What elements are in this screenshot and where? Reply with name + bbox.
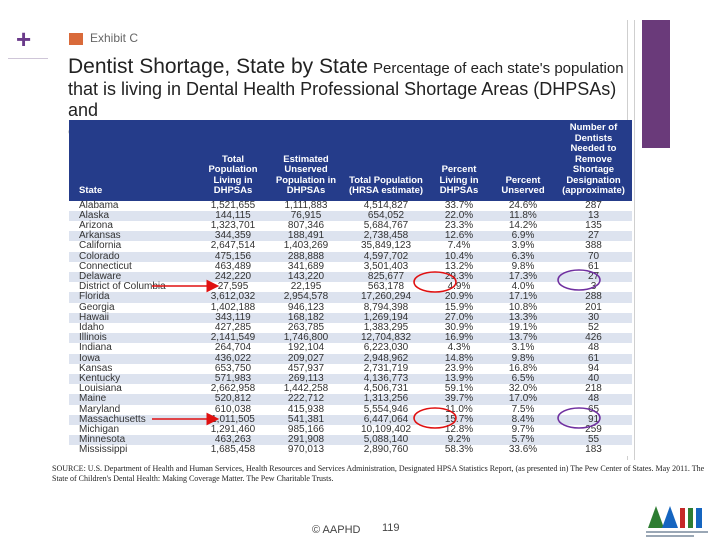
cell-total-pop: 5,554,946 xyxy=(363,403,409,415)
cell-total-pop-dhpsa: 610,038 xyxy=(214,403,252,415)
cell-percent-living: 27.0% xyxy=(444,311,474,323)
cell-percent-living: 10.4% xyxy=(444,250,474,262)
cell-dentists-needed: 13 xyxy=(587,209,600,221)
cell-percent-unserved: 17.3% xyxy=(508,270,538,282)
cell-percent-living: 23.9% xyxy=(444,362,474,374)
column-header-total-pop: Total Population (HRSA estimate) xyxy=(348,174,424,196)
cell-percent-unserved: 5.7% xyxy=(511,434,535,446)
cell-percent-unserved: 6.5% xyxy=(511,372,535,384)
cell-percent-living: 33.7% xyxy=(444,199,474,211)
column-header-unserved-pop: Estimated Unserved Population in DHPSAs xyxy=(275,153,337,196)
table-row xyxy=(69,343,632,353)
cell-unserved-pop: 946,123 xyxy=(287,301,325,313)
cell-state: Florida xyxy=(79,291,110,303)
cell-state: Maryland xyxy=(79,403,121,415)
cell-unserved-pop: 188,491 xyxy=(287,230,325,242)
table-row xyxy=(69,364,632,374)
cell-unserved-pop: 1,111,883 xyxy=(284,199,328,211)
table-row xyxy=(69,333,632,343)
cell-dentists-needed: 3 xyxy=(590,281,597,293)
cell-state: Arizona xyxy=(79,219,113,231)
cell-dentists-needed: 30 xyxy=(587,311,600,323)
cell-percent-living: 13.2% xyxy=(444,260,474,272)
cell-percent-unserved: 13.3% xyxy=(508,311,538,323)
cell-percent-unserved: 13.7% xyxy=(508,332,538,344)
cell-unserved-pop: 541,381 xyxy=(287,413,325,425)
cell-percent-living: 22.0% xyxy=(444,209,474,221)
cell-percent-living: 30.9% xyxy=(444,321,474,333)
cell-total-pop: 654,052 xyxy=(367,209,405,221)
cell-total-pop: 2,731,719 xyxy=(363,362,409,374)
cell-state: Iowa xyxy=(79,352,101,364)
cell-state: Hawaii xyxy=(79,311,110,323)
cell-percent-living: 39.7% xyxy=(444,393,474,405)
table-row xyxy=(69,323,632,333)
shortage-table-container xyxy=(69,120,632,456)
cell-total-pop: 2,738,458 xyxy=(363,230,409,242)
cell-unserved-pop: 76,915 xyxy=(290,209,322,221)
cell-unserved-pop: 457,937 xyxy=(287,362,325,374)
cell-unserved-pop: 143,220 xyxy=(287,270,325,282)
table-row xyxy=(69,292,632,302)
cell-percent-living: 15.7% xyxy=(444,413,474,425)
cell-percent-unserved: 33.6% xyxy=(508,444,538,456)
cell-total-pop-dhpsa: 427,285 xyxy=(214,321,252,333)
cell-percent-unserved: 6.9% xyxy=(511,230,535,242)
cell-percent-living: 29.3% xyxy=(444,270,474,282)
cell-percent-unserved: 8.4% xyxy=(511,413,535,425)
cell-total-pop-dhpsa: 242,220 xyxy=(214,270,252,282)
exhibit-marker xyxy=(69,33,83,45)
cell-total-pop-dhpsa: 475,156 xyxy=(214,250,252,262)
divider xyxy=(634,20,635,460)
cell-total-pop-dhpsa: 1,011,505 xyxy=(211,413,255,425)
cell-percent-unserved: 7.5% xyxy=(511,403,535,415)
table-row xyxy=(69,354,632,364)
cell-state: Alaska xyxy=(79,209,110,221)
cell-total-pop: 825,677 xyxy=(367,270,405,282)
cell-percent-unserved: 9.8% xyxy=(511,352,535,364)
accent-bar xyxy=(642,20,670,148)
cell-total-pop-dhpsa: 1,323,701 xyxy=(210,219,256,231)
cell-total-pop-dhpsa: 571,983 xyxy=(214,372,252,384)
table-row xyxy=(69,211,632,221)
cell-percent-unserved: 9.8% xyxy=(511,260,535,272)
cell-total-pop: 6,447,064 xyxy=(363,413,409,425)
cell-percent-unserved: 6.3% xyxy=(511,250,535,262)
cell-percent-living: 14.8% xyxy=(444,352,474,364)
table-row xyxy=(69,374,632,384)
plus-decoration-icon: + xyxy=(16,24,32,54)
cell-state: Kentucky xyxy=(79,372,121,384)
cell-unserved-pop: 288,888 xyxy=(287,250,325,262)
cell-percent-unserved: 17.0% xyxy=(508,393,538,405)
cell-percent-living: 9.2% xyxy=(447,434,471,446)
cell-percent-unserved: 11.8% xyxy=(509,209,537,221)
cell-unserved-pop: 970,013 xyxy=(287,444,325,456)
cell-dentists-needed: 61 xyxy=(587,260,600,272)
cell-total-pop: 4,136,773 xyxy=(363,372,409,384)
title-line-3: estimated to be unserved (December 2010) xyxy=(68,121,416,141)
cell-dentists-needed: 55 xyxy=(587,434,600,446)
cell-unserved-pop: 807,346 xyxy=(287,219,325,231)
cell-total-pop: 1,269,194 xyxy=(363,311,409,323)
source-note: SOURCE: U.S. Department of Health and Human Services, Health Resources and Services Administration, Designated HPSA Statistics Report, (as presented in) The Pew Center of States. May 2011. The State of Children's Dental Health: Making Coverage Matter. The Pew Charitable Trusts. xyxy=(52,464,705,483)
table-row xyxy=(69,231,632,241)
cell-percent-living: 16.9% xyxy=(444,332,474,344)
copyright-footer: © AAPHD xyxy=(312,524,361,536)
cell-total-pop-dhpsa: 2,141,549 xyxy=(210,332,256,344)
cell-unserved-pop: 209,027 xyxy=(287,352,325,364)
cell-percent-living: 15.9% xyxy=(444,301,474,313)
title-main: Dentist Shortage, State by State xyxy=(68,55,369,78)
cell-percent-unserved: 9.7% xyxy=(511,423,535,435)
table-row xyxy=(69,445,632,455)
cell-total-pop: 8,794,398 xyxy=(363,301,409,313)
cell-total-pop: 17,260,294 xyxy=(360,291,412,303)
cell-dentists-needed: 218 xyxy=(585,383,602,395)
table-row xyxy=(69,384,632,394)
cell-dentists-needed: 52 xyxy=(587,321,600,333)
cell-total-pop: 4,514,827 xyxy=(363,199,409,211)
cell-total-pop-dhpsa: 1,685,458 xyxy=(210,444,256,456)
cell-percent-living: 4.9% xyxy=(447,281,471,293)
cell-unserved-pop: 341,689 xyxy=(287,260,325,272)
cell-state: Kansas xyxy=(79,362,113,374)
column-header-percent-unserved: Percent Unserved xyxy=(501,174,545,196)
cell-state: Idaho xyxy=(79,321,105,333)
cell-total-pop: 4,597,702 xyxy=(363,250,409,262)
table-row xyxy=(69,435,632,445)
cell-state: Massachusetts xyxy=(79,413,146,425)
cell-total-pop-dhpsa: 520,812 xyxy=(214,393,252,405)
cell-unserved-pop: 2,954,578 xyxy=(283,291,329,303)
cell-dentists-needed: 135 xyxy=(585,219,602,231)
cell-total-pop-dhpsa: 3,612,032 xyxy=(210,291,256,303)
cell-dentists-needed: 288 xyxy=(585,291,602,303)
cell-dentists-needed: 27 xyxy=(587,230,600,242)
cell-total-pop-dhpsa: 264,704 xyxy=(214,342,252,354)
cell-percent-unserved: 3.9% xyxy=(511,240,535,252)
cell-state: Delaware xyxy=(79,270,122,282)
cell-dentists-needed: 48 xyxy=(587,393,600,405)
cell-total-pop: 6,223,030 xyxy=(363,342,409,354)
column-header-total-pop-dhpsa: Total Population Living in DHPSAs xyxy=(208,153,258,196)
cell-state: Michigan xyxy=(79,423,120,435)
cell-percent-unserved: 16.8% xyxy=(508,362,538,374)
table-row xyxy=(69,262,632,272)
cell-unserved-pop: 192,104 xyxy=(287,342,325,354)
cell-state: California xyxy=(79,240,122,252)
cell-dentists-needed: 65 xyxy=(587,403,600,415)
cell-dentists-needed: 94 xyxy=(587,362,600,374)
cell-percent-living: 23.3% xyxy=(444,219,474,231)
cell-total-pop: 1,383,295 xyxy=(363,321,409,333)
table-row xyxy=(69,252,632,262)
cell-total-pop: 5,684,767 xyxy=(363,219,409,231)
table-row xyxy=(69,415,632,425)
cell-state: District of Columbia xyxy=(79,281,166,293)
cell-state: Mississippi xyxy=(79,444,128,456)
cell-dentists-needed: 201 xyxy=(585,301,602,313)
cell-unserved-pop: 1,746,800 xyxy=(283,332,329,344)
cell-state: Minnesota xyxy=(79,434,126,446)
cell-total-pop-dhpsa: 1,521,655 xyxy=(210,199,256,211)
cell-percent-unserved: 32.0% xyxy=(508,383,538,395)
cell-dentists-needed: 388 xyxy=(585,240,602,252)
cell-percent-living: 20.9% xyxy=(444,291,474,303)
table-row xyxy=(69,201,632,211)
table-row xyxy=(69,394,632,404)
cell-state: Alabama xyxy=(79,199,119,211)
cell-state: Indiana xyxy=(79,342,112,354)
cell-total-pop: 3,501,403 xyxy=(363,260,409,272)
cell-total-pop-dhpsa: 344,359 xyxy=(214,230,252,242)
cell-total-pop-dhpsa: 27,595 xyxy=(217,281,249,293)
cell-unserved-pop: 263,785 xyxy=(287,321,325,333)
cell-total-pop-dhpsa: 343,119 xyxy=(215,311,251,323)
cell-unserved-pop: 415,938 xyxy=(287,403,325,415)
table-row xyxy=(69,405,632,415)
table-row xyxy=(69,241,632,251)
cell-unserved-pop: 22,195 xyxy=(290,281,322,293)
cell-percent-living: 7.4% xyxy=(447,240,471,252)
title-line-2: that is living in Dental Health Professional Shortage Areas (DHPSAs) and xyxy=(68,79,617,120)
cell-total-pop-dhpsa: 653,750 xyxy=(214,362,252,374)
title-sub: Percentage of each state's population xyxy=(373,60,624,77)
cell-percent-unserved: 10.8% xyxy=(508,301,538,313)
cell-state: Colorado xyxy=(79,250,120,262)
cell-total-pop-dhpsa: 144,115 xyxy=(215,209,251,221)
cell-percent-living: 13.9% xyxy=(444,372,474,384)
cell-total-pop-dhpsa: 2,662,958 xyxy=(210,383,256,395)
cell-total-pop-dhpsa: 463,489 xyxy=(214,260,252,272)
column-header-dentists-needed: Number of Dentists Needed to Remove Shortage Designation (approximate) xyxy=(562,122,625,196)
cell-unserved-pop: 985,166 xyxy=(287,423,325,435)
cell-total-pop-dhpsa: 2,647,514 xyxy=(210,240,256,252)
cell-percent-unserved: 17.1% xyxy=(508,291,538,303)
table-row xyxy=(69,221,632,231)
cell-state: Georgia xyxy=(79,301,115,313)
cell-total-pop: 12,704,832 xyxy=(360,332,412,344)
cell-percent-living: 58.3% xyxy=(444,444,474,456)
cell-total-pop-dhpsa: 1,402,188 xyxy=(210,301,256,313)
cell-total-pop: 5,088,140 xyxy=(363,434,409,446)
column-header-percent-living: Percent Living in DHPSAs xyxy=(439,164,479,196)
table-header-row xyxy=(69,120,632,201)
cell-percent-living: 11.0% xyxy=(445,403,473,415)
cell-percent-living: 12.8% xyxy=(444,423,474,435)
cell-percent-living: 59.1% xyxy=(444,383,474,395)
table-row xyxy=(69,313,632,323)
cell-total-pop: 4,506,731 xyxy=(363,383,409,395)
cell-percent-unserved: 19.1% xyxy=(508,321,538,333)
cell-state: Louisiana xyxy=(79,383,122,395)
cell-dentists-needed: 259 xyxy=(585,423,602,435)
cell-dentists-needed: 183 xyxy=(585,444,602,456)
cell-percent-unserved: 4.0% xyxy=(511,281,535,293)
shortage-table xyxy=(69,120,632,456)
cell-total-pop: 1,313,256 xyxy=(363,393,409,405)
cell-total-pop: 563,178 xyxy=(367,281,405,293)
aaphd-logo xyxy=(640,498,718,540)
exhibit-label: Exhibit C xyxy=(90,31,139,45)
cell-state: Maine xyxy=(79,393,107,405)
cell-total-pop: 2,948,962 xyxy=(363,352,409,364)
cell-unserved-pop: 222,712 xyxy=(287,393,325,405)
cell-dentists-needed: 287 xyxy=(585,199,602,211)
cell-dentists-needed: 27 xyxy=(587,270,600,282)
table-row xyxy=(69,425,632,435)
cell-percent-living: 12.6% xyxy=(444,230,474,242)
cell-dentists-needed: 48 xyxy=(587,342,600,354)
divider xyxy=(8,58,48,59)
cell-total-pop: 2,890,760 xyxy=(363,444,409,456)
cell-unserved-pop: 168,182 xyxy=(287,311,325,323)
cell-total-pop-dhpsa: 436,022 xyxy=(214,352,252,364)
cell-state: Connecticut xyxy=(79,260,132,272)
cell-percent-unserved: 14.2% xyxy=(508,219,538,231)
cell-dentists-needed: 61 xyxy=(587,352,600,364)
cell-dentists-needed: 91 xyxy=(587,413,600,425)
cell-state: Illinois xyxy=(79,332,107,344)
cell-percent-unserved: 24.6% xyxy=(508,199,538,211)
cell-percent-living: 4.3% xyxy=(447,342,471,354)
cell-unserved-pop: 1,403,269 xyxy=(283,240,329,252)
table-row xyxy=(69,282,632,292)
cell-total-pop: 35,849,123 xyxy=(360,240,412,252)
cell-percent-unserved: 3.1% xyxy=(511,342,535,354)
cell-unserved-pop: 291,908 xyxy=(287,434,325,446)
cell-total-pop: 10,109,402 xyxy=(360,423,412,435)
cell-total-pop-dhpsa: 463,263 xyxy=(214,434,252,446)
page-number: 119 xyxy=(382,522,400,534)
column-header-state: State xyxy=(79,185,103,196)
cell-dentists-needed: 70 xyxy=(587,250,600,262)
cell-unserved-pop: 269,113 xyxy=(288,372,324,384)
cell-unserved-pop: 1,442,258 xyxy=(283,383,329,395)
cell-dentists-needed: 426 xyxy=(585,332,602,344)
cell-dentists-needed: 40 xyxy=(587,372,600,384)
table-row xyxy=(69,303,632,313)
cell-total-pop-dhpsa: 1,291,460 xyxy=(210,423,256,435)
cell-state: Arkansas xyxy=(79,230,121,242)
